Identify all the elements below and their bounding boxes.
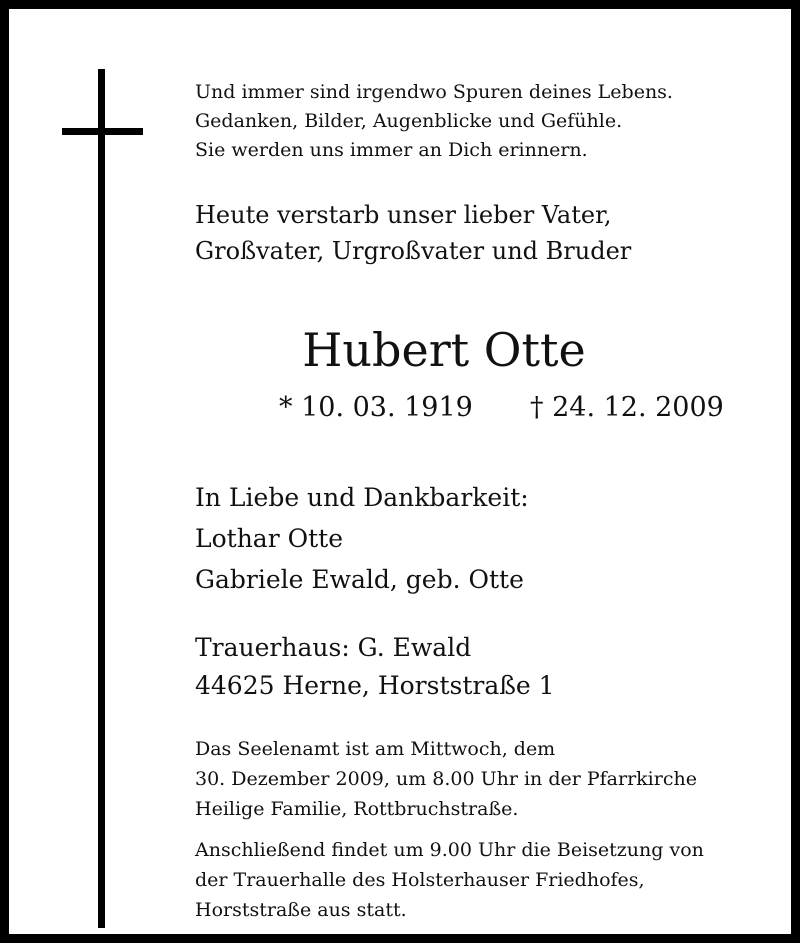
- memorial-verse: [195, 78, 673, 165]
- death-announcement: [195, 197, 631, 269]
- deceased-name: Hubert Otte: [302, 323, 586, 377]
- mourning-house-line: Trauerhaus: G. Ewald: [195, 633, 472, 662]
- mass-line: 30. Dezember 2009, um 8.00 Uhr in der Pfarrkirche: [195, 768, 697, 790]
- burial-line: Anschließend findet um 9.00 Uhr die Beisetzung von: [195, 839, 704, 861]
- verse-line: Sie werden uns immer an Dich erinnern.: [195, 139, 588, 161]
- burial-info: [195, 835, 704, 925]
- announcement-line: Heute verstarb unser lieber Vater,: [195, 201, 612, 229]
- cross-vertical-bar: [98, 69, 105, 928]
- mass-line: Das Seelenamt ist am Mittwoch, dem: [195, 738, 556, 760]
- mourning-house-address: 44625 Herne, Horststraße 1: [195, 671, 555, 700]
- death-date: † 24. 12. 2009: [530, 392, 724, 423]
- mourner-name: Lothar Otte: [195, 524, 343, 553]
- mass-line: Heilige Familie, Rottbruchstraße.: [195, 798, 519, 820]
- mourners: [195, 477, 529, 600]
- mourners-intro: In Liebe und Dankbarkeit:: [195, 483, 529, 512]
- cross-horizontal-bar: [62, 128, 143, 135]
- announcement-line: Großvater, Urgroßvater und Bruder: [195, 237, 632, 265]
- birth-date: * 10. 03. 1919: [279, 392, 473, 423]
- burial-line: Horststraße aus statt.: [195, 899, 407, 921]
- verse-line: Und immer sind irgendwo Spuren deines Lebens.: [195, 81, 673, 103]
- mourner-name: Gabriele Ewald, geb. Otte: [195, 565, 524, 594]
- burial-line: der Trauerhalle des Holsterhauser Friedhofes,: [195, 869, 645, 891]
- mourning-house: [195, 629, 555, 705]
- verse-line: Gedanken, Bilder, Augenblicke und Gefühle.: [195, 110, 623, 132]
- requiem-mass-info: [195, 734, 697, 824]
